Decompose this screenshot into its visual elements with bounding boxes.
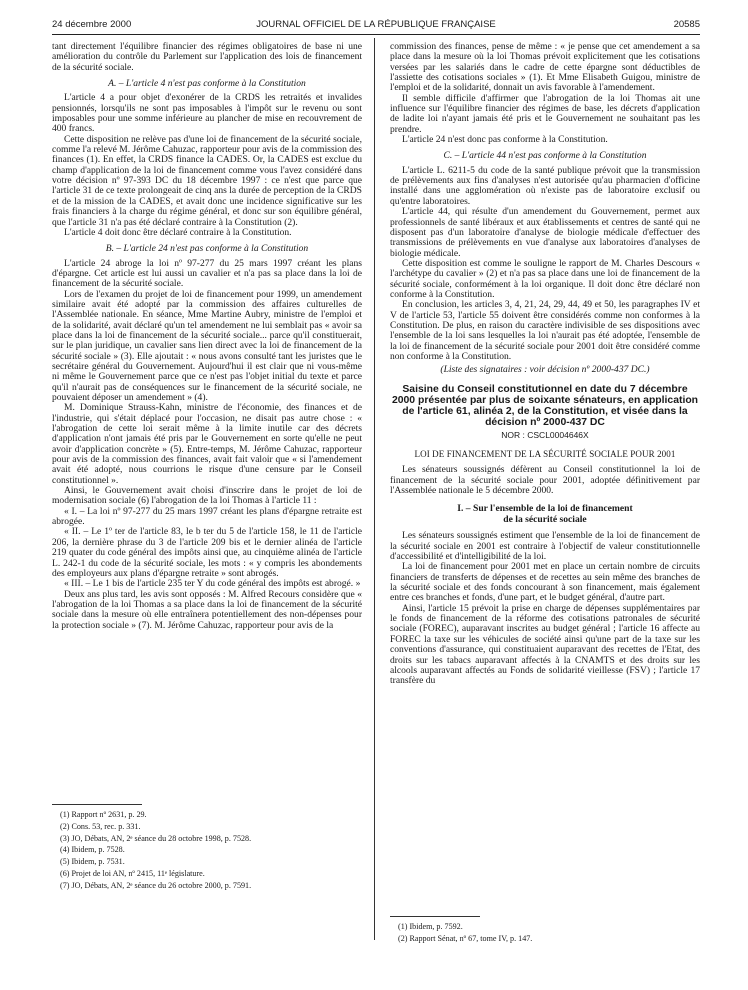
paragraph: L'article 4 doit donc être déclaré contraire à la Constitution.: [64, 226, 292, 238]
paragraph: L'article 44, qui résulte d'un amendement du Gouvernement, permet aux professionnels de santé libéraux et aux établissements et centres de santé qui ne disposent pas d'un laboratoire d'analyse de biologie médicale d'effectuer des transmissions de prélèvements en vue d'analyse aux laboratoires d'analyses de biologie médicale.: [390, 206, 700, 259]
left-footnotes: [52, 796, 362, 892]
footnote: (1) Ibidem, p. 7592.: [398, 922, 463, 931]
header-journal-title: JOURNAL OFFICIEL DE LA RÉPUBLIQUE FRANÇAISE: [256, 19, 496, 30]
paragraph: commission des finances, pense de même : « je pense que cet amendement a sa place dans la mesure où la loi Thomas prévoit explicitement que les cotisations versées par les salariés dans le cadre de cette épargne sont déductibles de l'assiette des cotisations sociales » (1). Et Mme Elisabeth Guigou, ministre de l'emploi et de la solidarité, donnait un avis favorable à l'amendement.: [390, 41, 700, 94]
quoted-paragraph: « II. – Le 1º ter de l'article 83, le b ter du 5 de l'article 158, le 11 de l'article 206, la dernière phrase du 3 de l'article 209 bis et le dernier alinéa de l'article 219 quater du code général des impôts ainsi que, au cinquième alinéa de l'article L. 242-1 du code de la sécurité sociale, les mots : « y compris les abondements des employeurs aux plans d'épargne retraite » sont abrogés.: [52, 526, 362, 579]
left-column: [52, 42, 362, 631]
paragraph: Deux ans plus tard, les avis sont opposés : M. Alfred Recours considère que « l'abrogation de la loi Thomas a sa place dans la loi de financement de la sécurité sociale dans la mesure où elle entraînera potentiellement des non-dépenses pour la protection sociale » (7). M. Jérôme Cahuzac, rapporteur pour avis de la: [52, 588, 362, 631]
nor-reference: NOR : CSCL0004646X: [501, 430, 589, 441]
paragraph: Ainsi, le Gouvernement avait choisi d'inscrire dans le projet de loi de modernisation sociale (6) l'abrogation de la loi Thomas à l'article 11 :: [52, 485, 362, 507]
right-column: [390, 42, 700, 687]
footnote: (4) Ibidem, p. 7528.: [60, 845, 125, 855]
paragraph: Ainsi, l'article 15 prévoit la prise en charge de dépenses supplémentaires par le fonds de financement de la réforme des cotisations patronales de sécurité sociale (FOREC), auparavant inscrites au budget général ; l'article 16 affecte au FOREC la taxe sur les véhicules de société ainsi qu'une part de la taxe sur les conventions d'assurance, qui constituaient auparavant des recettes de l'Etat, des droits sur les tabacs auparavant affectés à la CNAMTS et des droits sur les alcools auparavant affectés au Fonds de solidarité vieillesse (FSV) ; l'article 17 transfère du: [390, 602, 700, 687]
footnote: (3) JO, Débats, AN, 2ᵉ séance du 28 octobre 1998, p. 7528.: [60, 833, 252, 843]
footnote: (6) Projet de loi AN, nº 2415, 11ᵉ législature.: [60, 868, 205, 878]
paragraph: L'article 24 n'est donc pas conforme à la Constitution.: [402, 134, 608, 146]
part-heading: [390, 504, 700, 525]
header-page-number: 20585: [673, 19, 700, 30]
saisine-heading: Saisine du Conseil constitutionnel en date du 7 décembre 2000 présentée par plus de soixante sénateurs, en application de l'article 61, alinéa 2, de la Constitution, et visée dans la décision nº 2000-437 DC: [391, 383, 699, 429]
header-rule: [52, 34, 700, 35]
paragraph: Cette disposition est comme le souligne le rapport de M. Charles Descours « l'archétype du cavalier » (2) et n'a pas sa place dans une loi de financement de la sécurité sociale, conformément à la loi organique. Il doit donc être déclaré non conforme à la Constitution.: [390, 257, 700, 300]
paragraph: M. Dominique Strauss-Kahn, ministre de l'économie, des finances et de l'industrie, qui s'était déplacé pour l'occasion, ne disait pas autre chose : « l'abrogation de cette loi serait même à la limite inutile car des décrets d'application n'ont jamais été pris par le Gouvernement en sorte qu'elle ne peut avoir d'application concrète » (5). Entre-temps, M. Jérôme Cahuzac, rapporteur pour avis de la commission des finances, avait fait valoir que « si l'amendement avait été adopté, nous courrions le risque d'une censure par le Conseil constitutionnel ».: [52, 402, 362, 486]
paragraph: Les sénateurs soussignés défèrent au Conseil constitutionnel la loi de financement de la sécurité sociale pour 2001, adoptée définitivement par l'Assemblée nationale le 5 décembre 2000.: [390, 464, 700, 496]
paragraph: Il semble difficile d'affirmer que l'abrogation de la loi Thomas ait une influence sur l'équilibre financier des régimes de base, les décrets d'application de ladite loi n'ayant jamais été pris et le Gouvernement ne souhaitant pas les prendre.: [390, 92, 700, 135]
part-heading-line: I. – Sur l'ensemble de la loi de financement: [457, 503, 633, 515]
header-date: 24 décembre 2000: [52, 19, 132, 30]
footnote: (1) Rapport nº 2631, p. 29.: [60, 810, 147, 819]
section-heading-c: C. – L'article 44 n'est pas conforme à la Constitution: [443, 150, 647, 162]
column-divider: [374, 38, 375, 940]
paragraph: L'article 24 abroge la loi nº 97-277 du 25 mars 1997 créant les plans d'épargne. Cet article est lui aussi un cavalier et n'a pas sa place dans la loi de financement de la sécurité sociale.: [52, 257, 362, 290]
section-heading-b: B. – L'article 24 n'est pas conforme à la Constitution: [105, 243, 309, 255]
footnote: (7) JO, Débats, AN, 2ᵉ séance du 26 octobre 2000, p. 7591.: [60, 880, 252, 890]
footnote-rule: [390, 916, 480, 917]
paragraph: L'article 4 a pour objet d'exonérer de la CRDS les retraités et invalides pensionnés, lorsqu'ils ne sont pas imposables à l'impôt sur le revenu ou sont imposables pour une somme inférieure au plancher de mise en recouvrement de 400 francs.: [52, 92, 362, 135]
signatories-note: (Liste des signataires : voir décision nº 2000-437 DC.): [440, 364, 650, 376]
quoted-paragraph: « I. – La loi nº 97-277 du 25 mars 1997 créant les plans d'épargne retraite est abrogée.: [52, 505, 362, 528]
paragraph: Lors de l'examen du projet de loi de financement pour 1999, un amendement similaire avait été adopté par la commission des affaires culturelles de l'Assemblée nationale. En séance, Mme Martine Aubry, ministre de l'emploi et de la solidarité, avait déclaré qu'un tel amendement ne lui semblait pas « avoir sa place dans la loi de financement de la sécurité sociale... parce qu'il constituerait, sur le plan juridique, un cavalier sans lien direct avec la loi de financement de la sécurité sociale » (3). Elle ajoutait : « nous avons consulté tant les juristes que le secrétaire général du Gouvernement. Aujourd'hui il est clair que ni vous-même ni même le Gouvernement parce que ce n'est pas l'objet initial du texte et parce qu'il n'aurait pas de conséquences sur le financement de la sécurité sociale, ne pouvaient déposer un amendement » (4).: [52, 288, 362, 403]
paragraph: Cette disposition ne relève pas d'une loi de financement de la sécurité sociale, comme l'a relevé M. Jérôme Cahuzac, rapporteur pour avis de la commission des finances (1). En effet, la CRDS finance la CADES. Or, la CADES est exclue du champ d'application de la loi de financement comme vous l'avez considéré dans votre décision nº 97-393 DC du 18 décembre 1997 : ce n'est que parce que l'article 31 de ce texte prolongeait de cinq ans la durée de perception de la CRDS et de la mission de la CADES, et avait donc une incidence significative sur les frais financiers à la charge du régime général, et donc sur son équilibre général, que l'article 31 n'a pas été déclaré contraire à la Constitution (2).: [52, 133, 362, 228]
quoted-paragraph: « III. – Le 1 bis de l'article 235 ter Y du code général des impôts est abrogé. »: [64, 578, 361, 590]
part-heading-line: de la sécurité sociale: [503, 513, 587, 525]
running-header: [52, 19, 700, 33]
paragraph: En conclusion, les articles 3, 4, 21, 24, 29, 44, 49 et 50, les paragraphes IV et V de l'article 53, l'article 55 doivent être considérés comme non conformes à la Constitution. De plus, en raison du caractère indivisible de ses dispositions avec l'ensemble de la loi sans lesquelles la loi n'aurait pas été adoptée, l'ensemble de la loi de financement de la sécurité sociale pour 2001 doit être considéré comme non conforme à la Constitution.: [390, 299, 700, 362]
right-footnotes: [390, 908, 700, 945]
paragraph: L'article L. 6211-5 du code de la santé publique prévoit que la transmission de prélèvements aux fins d'analyses n'est autorisée qu'au pharmacien d'officine installé dans une agglomération où n'existe pas de laboratoire exclusif ou qu'entre laboratoires.: [390, 164, 700, 207]
footnote: (5) Ibidem, p. 7531.: [60, 857, 125, 867]
law-title: LOI DE FINANCEMENT DE LA SÉCURITÉ SOCIALE POUR 2001: [414, 448, 676, 459]
paragraph: Les sénateurs soussignés estiment que l'ensemble de la loi de financement de la sécurité sociale en 2001 est contraire à l'objectif de valeur constitutionnelle d'accessibilité et d'intelligibilité de la loi.: [390, 530, 700, 563]
footnote: (2) Cons. 53, rec. p. 331.: [60, 821, 141, 831]
paragraph: tant directement l'équilibre financier des régimes obligatoires de base ni une amélioration du contrôle du Parlement sur l'application des lois de financement de la sécurité sociale.: [52, 41, 362, 73]
footnote-rule: [52, 804, 142, 805]
section-heading-a: A. – L'article 4 n'est pas conforme à la Constitution: [108, 78, 306, 90]
paragraph: La loi de financement pour 2001 met en place un certain nombre de circuits financiers de transferts de dépenses et de recettes au sein même des branches de la sécurité sociale et des fonds concourant à son financement, mais également entre ces branches et fonds, d'une part, et le budget général, d'autre part.: [390, 561, 700, 604]
footnote: (2) Rapport Sénat, nº 67, tome IV, p. 147.: [398, 933, 533, 943]
